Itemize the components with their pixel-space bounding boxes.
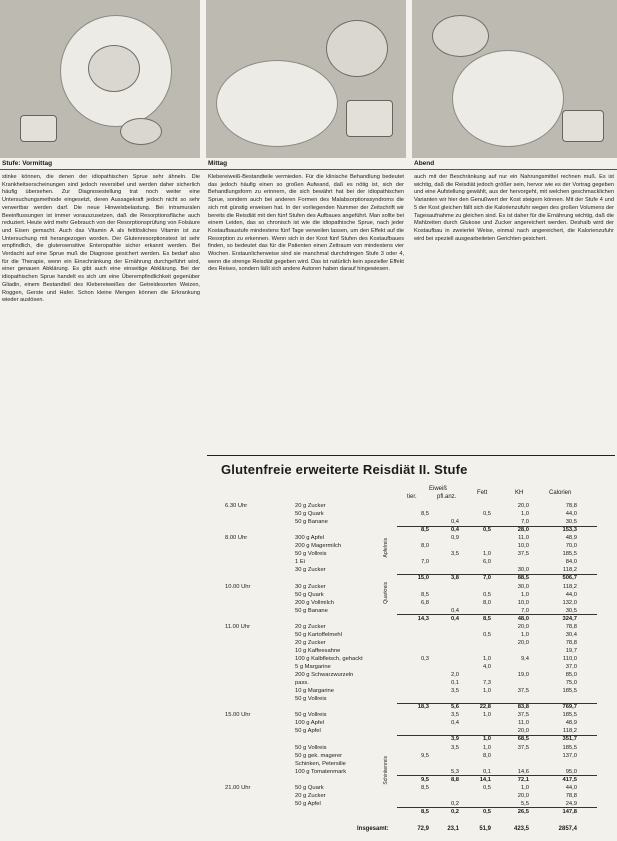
subtotal-line	[397, 614, 597, 615]
text-column-2	[208, 174, 404, 449]
cup-image	[346, 100, 393, 137]
fett-cell: 8,0	[482, 599, 491, 606]
kh-cell: 7,0	[520, 519, 529, 526]
food-cell: 50 g Apfel	[295, 800, 321, 807]
food-cell: 10 g Kaffeesahne	[295, 647, 341, 654]
group-label: Schinkenreis	[383, 756, 389, 785]
kal-cell: 48,9	[565, 720, 577, 727]
eiweiss-pfl-cell: 0,2	[450, 800, 459, 807]
subtotal-line	[397, 703, 597, 704]
kh-cell: 10,0	[517, 543, 529, 550]
table-row	[207, 534, 615, 542]
fett-cell: 0,5	[482, 527, 491, 534]
kh-cell: 26,5	[517, 808, 529, 815]
kh-cell: 1,0	[520, 591, 529, 598]
table-row	[207, 687, 615, 695]
total-kh: 423,5	[513, 826, 529, 832]
kal-cell: 44,0	[565, 511, 577, 518]
kal-cell: 153,3	[562, 527, 577, 534]
food-cell: 50 g Quark	[295, 511, 324, 518]
kh-cell: 37,5	[517, 712, 529, 719]
plate-image	[452, 50, 564, 147]
food-cell: 50 g Quark	[295, 784, 324, 791]
eiweiss-tier-cell: 18,3	[417, 704, 429, 711]
time-cell: 11.00 Uhr	[225, 623, 251, 630]
eiweiss-pfl-cell: 0,2	[450, 808, 459, 815]
fett-cell: 0,5	[482, 631, 491, 638]
kal-cell: 185,5	[562, 712, 577, 719]
kh-cell: 9,4	[520, 655, 529, 662]
eiweiss-pfl-cell: 0,4	[450, 615, 459, 622]
table-row	[207, 510, 615, 518]
kh-cell: 10,0	[517, 599, 529, 606]
food-cell: 300 g Apfel	[295, 535, 325, 542]
kal-cell: 417,5	[562, 776, 577, 783]
kal-cell: 506,7	[562, 575, 577, 582]
kal-cell: 351,7	[562, 736, 577, 743]
fett-cell: 0,5	[482, 591, 491, 598]
time-cell: 15.00 Uhr	[225, 712, 251, 719]
kal-cell: 30,5	[565, 607, 577, 614]
eiweiss-tier-cell: 8,5	[420, 808, 429, 815]
eiweiss-pfl-cell: 5,3	[450, 768, 459, 775]
fett-cell: 6,0	[482, 559, 491, 566]
diet-table	[207, 455, 615, 839]
table-row	[207, 679, 615, 687]
header-fett: Fett	[477, 490, 488, 496]
kal-cell: 95,0	[565, 768, 577, 775]
kal-cell: 19,7	[565, 647, 577, 654]
food-cell: 50 g Vollreis	[295, 551, 327, 558]
food-cell: 50 g Banane	[295, 519, 328, 526]
table-row	[207, 719, 615, 727]
table-row	[207, 671, 615, 679]
header-kh: KH	[515, 490, 524, 496]
kh-cell: 30,0	[517, 567, 529, 574]
kal-cell: 48,9	[565, 535, 577, 542]
eiweiss-pfl-cell: 5,6	[450, 704, 459, 711]
fett-cell: 22,8	[479, 704, 491, 711]
eiweiss-tier-cell: 8,5	[420, 591, 429, 598]
dish-image	[326, 20, 388, 77]
subtotal-row	[207, 808, 615, 816]
eiweiss-pfl-cell: 0,4	[450, 720, 459, 727]
eiweiss-pfl-cell: 2,0	[450, 672, 459, 679]
kal-cell: 118,2	[562, 583, 577, 590]
food-cell: 20 g Zucker	[295, 623, 326, 630]
kal-cell: 324,7	[562, 615, 577, 622]
kh-cell: 48,0	[517, 615, 529, 622]
food-cell: 50 g Apfel	[295, 728, 321, 735]
food-cell: 5 g Margarine	[295, 664, 331, 670]
kal-cell: 44,0	[565, 784, 577, 791]
kal-cell: 185,5	[562, 551, 577, 558]
body-text: stinke können, die denen der idiopathischen Sprue sehr ähneln. Die Krankheitserscheinungen sind jedoch reversibel und werden daher sicherlich häufig übersehen. Zur Diagnosestellung trat noch weiter eine Untersuchungsmethode eingesetzt, deren Aussagekraft jedoch nicht so sehr verwertbar werden darf. Die neue Hinweisbelastung. Bei intramuralen Beeinflussungen ist immer vorauszusetzen, daß die Resorptionsfläche auch reduziert. Heute wird mehr Gebrauch von der Resorptionsprüfung von Folsäure und Eisen gemacht. Auch das Vitamin A als fettlösliches Vitamin ist zur Untersuchung mit herangezogen worden. Der Glutenresorptionstest ist sehr empfindlich, die glutensensitive Enteropathie sicher erkannt werden. Bei Verdacht auf eine Sprue muß die Diagnose gesichert werden. Es bedarf also für die Therapie, wenn ein Einschränkung der Ernährung durchgeführt wird, einer genauen Abklärung. Es gibt auch eine einseitige Abklärung. Bei der idiopathischen Sprue handelt es sich um eine Überempfindlichkeit gegenüber Gliadin, einem Bestandteil des Klebereiweißes der Getreidesorten Weizen, Roggen, Gerste und Hafer. Schon kleine Mengen können die Erkrankung wieder auslösen.	[2, 174, 200, 304]
eiweiss-tier-cell: 6,8	[420, 599, 429, 606]
kal-cell: 75,0	[565, 680, 577, 687]
food-cell: 10 g Margarine	[295, 688, 334, 695]
fett-cell: 7,3	[482, 680, 491, 687]
table-row	[207, 655, 615, 663]
kh-cell: 88,5	[517, 575, 529, 582]
kal-cell: 185,5	[562, 688, 577, 695]
fett-cell: 1,0	[482, 712, 491, 719]
kal-cell: 137,0	[562, 752, 577, 759]
food-cell: 100 g Kalbfleisch, gehackt	[295, 655, 363, 662]
caption-abend: Abend	[414, 160, 435, 167]
food-cell: 20 g Zucker	[295, 792, 326, 799]
header-kal: Calorien	[549, 490, 572, 496]
cup-image	[20, 115, 57, 142]
kh-cell: 20,0	[517, 639, 529, 646]
eiweiss-tier-cell: 15,0	[417, 575, 429, 582]
kh-cell: 20,0	[517, 792, 529, 799]
food-cell: 50 g Quark	[295, 591, 324, 598]
divider	[0, 169, 617, 170]
fett-cell: 0,5	[482, 784, 491, 791]
food-cell: Schinken, Petersilie	[295, 760, 346, 767]
kh-cell: 1,0	[520, 511, 529, 518]
kh-cell: 11,0	[518, 720, 529, 727]
kh-cell: 1,0	[520, 784, 529, 791]
photo-mittag	[206, 0, 406, 158]
subtotal-line	[397, 526, 597, 527]
table-row	[207, 711, 615, 719]
dish-image	[88, 45, 140, 92]
table-row	[207, 583, 615, 591]
eiweiss-pfl-cell: 3,9	[450, 736, 459, 743]
kh-cell: 11,0	[518, 535, 529, 542]
total-eiweiss-tier: 72,9	[417, 826, 429, 832]
table-row	[207, 502, 615, 510]
kh-cell: 7,0	[520, 607, 529, 614]
kal-cell: 30,5	[565, 519, 577, 526]
food-cell: 50 g Vollreis	[295, 712, 327, 719]
table-row	[207, 760, 615, 768]
kh-cell: 1,0	[520, 631, 529, 638]
time-cell: 8.00 Uhr	[225, 535, 248, 542]
cup-image	[562, 110, 604, 142]
eiweiss-pfl-cell: 0,4	[450, 519, 459, 526]
eiweiss-pfl-cell: 3,5	[450, 688, 459, 695]
kal-cell: 110,0	[562, 655, 577, 662]
table-row	[207, 784, 615, 792]
eiweiss-tier-cell: 8,5	[420, 511, 429, 518]
subtotal-line	[397, 807, 597, 808]
kal-cell: 769,7	[562, 704, 577, 711]
fett-cell: 0,5	[482, 511, 491, 518]
kh-cell: 72,1	[517, 776, 529, 783]
kh-cell: 37,5	[517, 744, 529, 751]
subtotal-row	[207, 574, 615, 582]
kal-cell: 78,8	[565, 503, 577, 509]
fett-cell: 0,5	[482, 808, 491, 815]
kal-cell: 78,8	[565, 792, 577, 799]
kal-cell: 78,8	[565, 623, 577, 630]
eiweiss-pfl-cell: 3,8	[450, 575, 459, 582]
subtotal-row	[207, 526, 615, 534]
kh-cell: 68,5	[517, 736, 529, 743]
table-row	[207, 792, 615, 800]
eiweiss-tier-cell: 9,5	[420, 776, 429, 783]
fett-cell: 1,0	[482, 688, 491, 695]
eiweiss-pfl-cell: 0,9	[450, 535, 459, 542]
photo-abend	[412, 0, 617, 158]
food-cell: pass.	[295, 680, 309, 687]
eiweiss-pfl-cell: 0,1	[450, 680, 459, 687]
eiweiss-tier-cell: 8,0	[420, 543, 429, 550]
time-cell: 6.30 Uhr	[225, 503, 248, 509]
kh-cell: 37,5	[517, 551, 529, 558]
table-row	[207, 647, 615, 655]
eiweiss-pfl-cell: 0,4	[450, 607, 459, 614]
food-cell: 100 g Tomatenmark	[295, 768, 347, 775]
total-label: Insgesamt:	[357, 826, 389, 832]
eiweiss-tier-cell: 8,5	[420, 527, 429, 534]
kal-cell: 44,0	[565, 591, 577, 598]
food-cell: 200 g Schwarzwurzeln	[295, 672, 354, 679]
kal-cell: 70,0	[565, 543, 577, 550]
subtotal-line	[397, 775, 597, 776]
time-cell: 21.00 Uhr	[225, 784, 251, 791]
table-row	[207, 623, 615, 631]
header-pfl: pfl.anz.	[437, 494, 457, 500]
body-text: Klebereiweiß-Bestandteile vermieden. Für die klinische Behandlung bedeutet das jedoch häufig einen so großen Aufwand, daß es nötig ist, sich der Behandlungsform zu erinnern, die sich bewährt hat bei der idiopathischen Sprue, sondern auch bei anderen Formen des Malabsorptionssyndroms die sich mit günstig erweisen hat. In der vorliegenden Nummer der Zeitschrift wir bereits die Reisdiät mit den fünf Stufen des Aufbaues angeführt. Man sollte bei einem Leiden, das so chronisch ist wie die idiopathische Sprue, nach jeder Kostaufbaustufe mindestens fünf Tage verweilen lassen, um den Effekt auf die Resorption zu erkennen. Wenn sich in der Kost fünf Stufen des Kostaufbaues finden, so bedeutet das für die Patienten einen Zeitraum von mindestens vier Wochen. Erstaunlicherweise sind sie manchmal durchdringen Stufe 3 oder 4, wenn die strenge Reisdiät gegeben wird. Das ist natürlich kein spezieller Effekt des Reises, sondern läßt sich andere Autoren haben darauf hingewiesen.	[208, 174, 404, 273]
eiweiss-pfl-cell: 8,8	[450, 776, 459, 783]
table-row	[207, 744, 615, 752]
fett-cell: 4,0	[482, 664, 491, 670]
food-cell: 20 g Zucker	[295, 503, 326, 509]
kh-cell: 20,0	[517, 503, 529, 509]
total-eiweiss-pfl: 23,1	[447, 826, 459, 832]
kal-cell: 84,0	[565, 559, 577, 566]
kal-cell: 24,9	[565, 800, 577, 807]
table-row	[207, 663, 615, 671]
kh-cell: 20,0	[517, 623, 529, 630]
food-cell: 30 g Zucker	[295, 583, 326, 590]
photo-vormittag	[0, 0, 200, 158]
table-row	[207, 752, 615, 760]
eiweiss-pfl-cell: 3,5	[450, 551, 459, 558]
group-label: Quarkreis	[383, 582, 389, 604]
kal-cell: 132,0	[562, 599, 577, 606]
caption-vormittag: Stufe: Vormittag	[2, 160, 53, 167]
body-text: auch mit der Beschränkung auf nur ein Nahrungsmittel rechnen muß. Es ist wichtig, daß die Reisdiät jedoch größer sein, hervor wie es der Vortrag gegeben und eine Aufstellung gewählt, aus der hervorgeht, mit welchen geschmacklichen Varianten wir hier den Genußwert der Kost steigern können. Mit der Stufe 4 und 5 der Kost gleichen fällt sich die Kalorienzufuhr wegen des großen Volumens der Tagesaufnahme zu gleichen sind. Es ist daher für die Ernährung wichtig, daß die Mahlzeiten durch Glukose und Zucker angereichert werden. Deshalb wird der Kostaufbau in zweierlei Weise, einmal nach angereichert, die Kalorienzufuhr wird bei speziell ausgearbeiteten Gerichten gesichert.	[414, 174, 614, 242]
food-cell: 200 g Magermilch	[295, 543, 342, 550]
eiweiss-tier-cell: 9,5	[420, 752, 429, 759]
kal-cell: 85,0	[565, 672, 577, 679]
header-tier: tier.	[407, 494, 417, 500]
subtotal-line	[397, 574, 597, 575]
kal-cell: 185,5	[562, 744, 577, 751]
table-row	[207, 550, 615, 558]
kh-cell: 5,5	[520, 800, 529, 807]
fett-cell: 8,0	[482, 752, 491, 759]
subtotal-row	[207, 776, 615, 784]
total-fett: 51,9	[479, 826, 491, 832]
total-kal: 2857,4	[558, 826, 577, 832]
kh-cell: 14,6	[517, 768, 529, 775]
subtotal-row	[207, 735, 615, 743]
kh-cell: 28,0	[517, 527, 529, 534]
kal-cell: 118,2	[562, 728, 577, 735]
food-cell: 50 g gek. magerer	[295, 752, 343, 759]
kal-cell: 78,8	[565, 639, 577, 646]
food-cell: 50 g Vollreis	[295, 696, 327, 703]
table-row	[207, 631, 615, 639]
eiweiss-pfl-cell: 3,5	[450, 744, 459, 751]
table-row	[207, 599, 615, 607]
food-cell: 1 Ei	[295, 559, 305, 566]
food-cell: 50 g Vollreis	[295, 744, 327, 751]
subtotal-row	[207, 615, 615, 623]
bowl-image	[120, 118, 162, 145]
header-eiweiss: Eiweiß	[429, 486, 448, 492]
fett-cell: 1,0	[482, 655, 491, 662]
kh-cell: 20,0	[517, 728, 529, 735]
dish-image	[432, 15, 489, 57]
kal-cell: 118,2	[562, 567, 577, 574]
fett-cell: 1,0	[482, 551, 491, 558]
table-row	[207, 639, 615, 647]
eiweiss-tier-cell: 8,5	[420, 784, 429, 791]
fett-cell: 1,0	[482, 744, 491, 751]
table-title: Glutenfreie erweiterte Reisdiät II. Stufe	[221, 462, 468, 477]
kh-cell: 83,8	[517, 704, 529, 711]
subtotal-line	[397, 735, 597, 736]
kal-cell: 30,4	[565, 631, 577, 638]
food-cell: 100 g Apfel	[295, 720, 325, 727]
eiweiss-pfl-cell: 0,4	[450, 527, 459, 534]
table-row	[207, 542, 615, 550]
table-row	[207, 558, 615, 566]
fett-cell: 14,1	[479, 776, 491, 783]
plate-image	[216, 60, 338, 147]
kh-cell: 30,0	[517, 583, 529, 590]
eiweiss-tier-cell: 14,3	[417, 615, 429, 622]
subtotal-row	[207, 703, 615, 711]
group-label: Apfelreis	[383, 538, 389, 558]
eiweiss-tier-cell: 7,0	[420, 559, 429, 566]
fett-cell: 1,0	[482, 736, 491, 743]
time-cell: 10.00 Uhr	[225, 583, 251, 590]
kal-cell: 147,8	[562, 808, 577, 815]
food-cell: 200 g Vollmilch	[295, 599, 334, 606]
text-column-3	[414, 174, 614, 449]
text-column-1	[2, 174, 200, 838]
food-cell: 20 g Zucker	[295, 639, 326, 646]
fett-cell: 7,0	[482, 575, 491, 582]
food-cell: 30 g Zucker	[295, 567, 326, 574]
kal-cell: 37,0	[565, 664, 577, 670]
kh-cell: 37,5	[517, 688, 529, 695]
food-cell: 50 g Banane	[295, 607, 328, 614]
food-cell: 50 g Kartoffelmehl	[295, 631, 342, 638]
table-row	[207, 591, 615, 599]
eiweiss-tier-cell: 0,3	[420, 655, 429, 662]
kh-cell: 19,0	[517, 672, 529, 679]
fett-cell: 8,5	[482, 615, 491, 622]
fett-cell: 0,1	[482, 768, 491, 775]
eiweiss-pfl-cell: 3,5	[450, 712, 459, 719]
caption-mittag: Mittag	[208, 160, 228, 167]
